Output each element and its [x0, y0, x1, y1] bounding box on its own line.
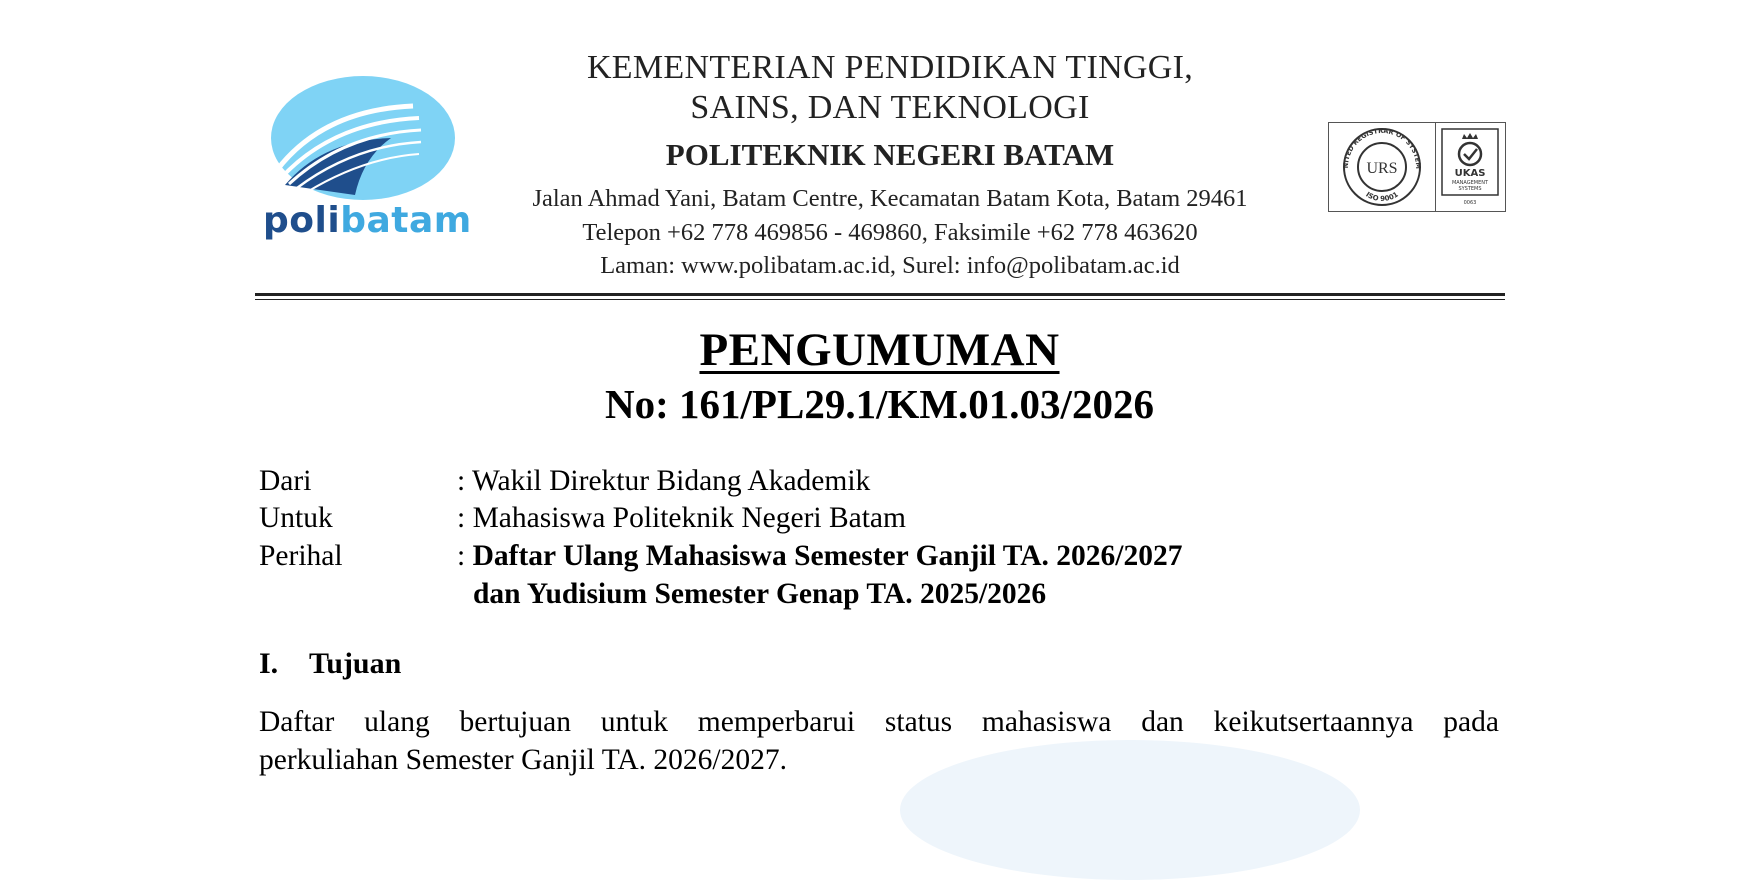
svg-text:ISO 9001 — [1364, 190, 1400, 203]
to-label: Untuk — [259, 502, 333, 534]
section-heading — [259, 647, 401, 681]
urs-iso-badge — [1329, 123, 1436, 211]
to-value: : Mahasiswa Politeknik Negeri Batam — [457, 502, 906, 534]
ukas-title: UKAS — [1454, 168, 1486, 179]
section-title: Tujuan — [309, 647, 402, 680]
ministry-name — [480, 48, 1300, 128]
logo-emblem-icon — [263, 70, 463, 200]
certification-badges — [1328, 122, 1506, 212]
ukas-mark-icon — [1436, 123, 1504, 211]
ukas-line-1: MANAGEMENT — [1451, 180, 1489, 186]
document-number: No: 161/PL29.1/KM.01.03/2026 — [605, 381, 1154, 427]
section-paragraph-line-2: perkuliahan Semester Ganjil TA. 2026/2027. — [259, 744, 787, 776]
ministry-line-2: SAINS, DAN TEKNOLOGI — [690, 89, 1090, 126]
document-title: PENGUMUMAN — [699, 324, 1060, 376]
ministry-line-1: KEMENTERIAN PENDIDIKAN TINGGI, — [586, 49, 1194, 86]
section-number: I. — [259, 647, 279, 680]
ukas-code: 0063 — [1463, 200, 1477, 206]
polibatam-logo — [263, 70, 472, 250]
subject-colon: : — [457, 540, 473, 572]
institution-web: Laman: www.polibatam.ac.id, Surel: info@polibatam.ac.id — [600, 252, 1180, 279]
urs-center-text: URS — [1366, 160, 1398, 177]
logo-wordmark — [263, 200, 472, 241]
ukas-badge — [1436, 123, 1504, 211]
institution-phone: Telepon +62 778 469856 - 469860, Faksimile +62 778 463620 — [582, 219, 1198, 246]
urs-ring-top: NITED REGISTRAR OF SYSTEM — [1341, 126, 1423, 169]
from-label: Dari — [259, 465, 312, 497]
ukas-line-2: SYSTEMS — [1458, 186, 1482, 192]
from-value: : Wakil Direktur Bidang Akademik — [457, 465, 871, 497]
urs-seal-icon — [1329, 123, 1435, 211]
subject-label: Perihal — [259, 540, 343, 572]
logo-word-poli: poli — [263, 200, 341, 241]
logo-word-batam: batam — [340, 200, 472, 241]
institution-address: Jalan Ahmad Yani, Batam Centre, Kecamatan Batam Kota, Batam 29461 — [532, 185, 1248, 212]
urs-ring-bottom: ISO 9001 — [1364, 190, 1400, 204]
institution-name: POLITEKNIK NEGERI BATAM — [665, 137, 1115, 172]
subject-value — [457, 540, 1182, 573]
subject-line-2: dan Yudisium Semester Genap TA. 2025/2026 — [473, 578, 1047, 610]
section-paragraph-line-1: Daftar ulang bertujuan untuk memperbarui status mahasiswa dan keikutsertaannya pada — [259, 706, 1499, 738]
letterhead-rule-thick — [255, 293, 1505, 296]
letterhead-rule-thin — [255, 299, 1505, 300]
subject-line-1: Daftar Ulang Mahasiswa Semester Ganjil TA. 2026/2027 — [472, 540, 1183, 572]
